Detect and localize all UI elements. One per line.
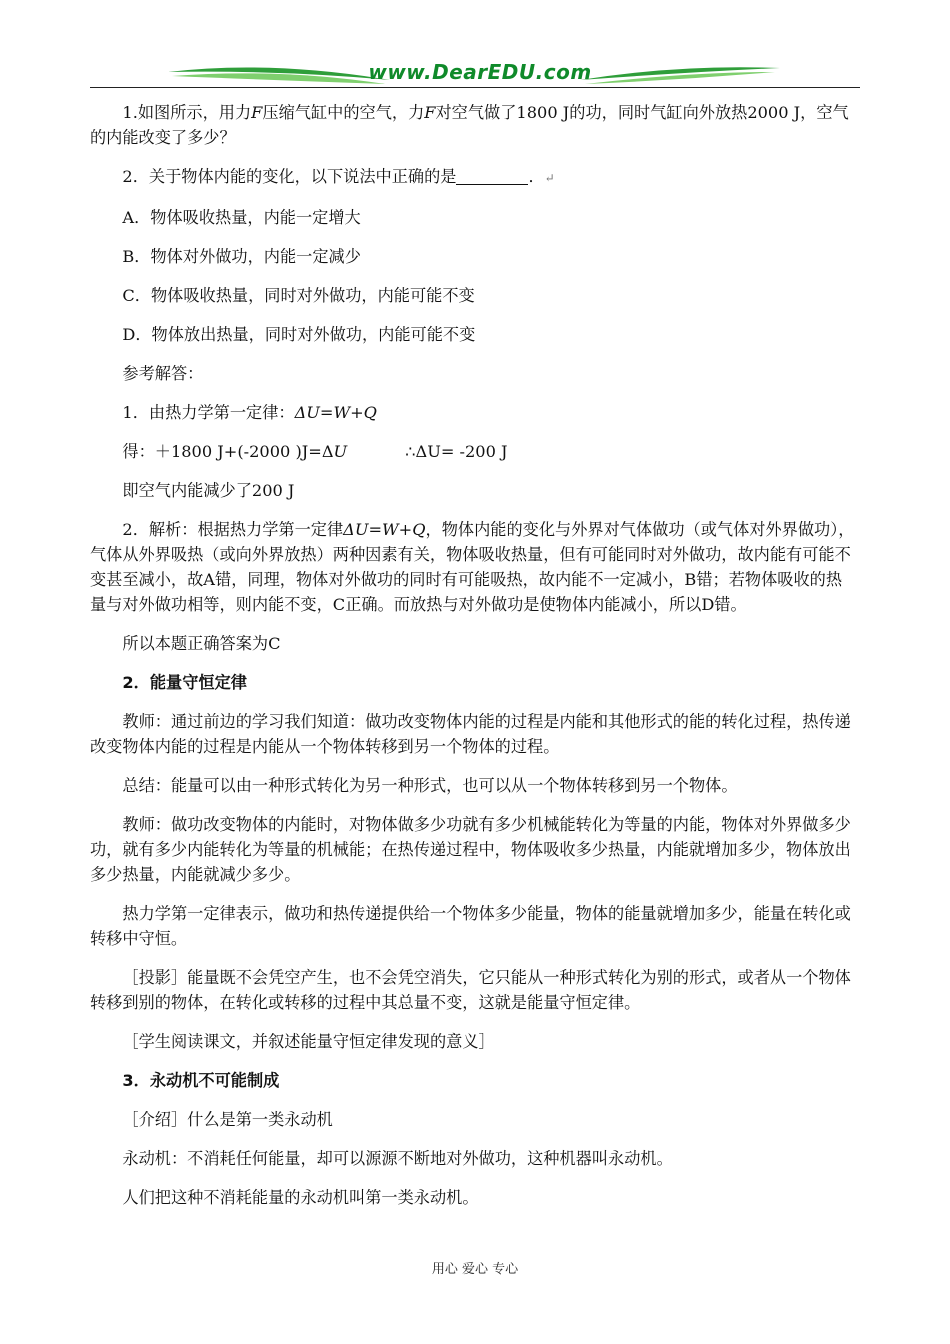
final-answer: 所以本题正确答案为C <box>122 634 281 653</box>
section-2-paragraph-6: ［学生阅读课文，并叙述能量守恒定律发现的意义］ <box>122 1032 495 1051</box>
site-logo[interactable]: www.DearEDU.com <box>368 60 592 84</box>
header-divider <box>90 87 860 88</box>
reference-heading: 参考解答： <box>122 364 204 383</box>
answer-1-line-1: 1．由热力学第一定律：ΔU=W+Q <box>122 403 377 422</box>
option-c: C．物体吸收热量，同时对外做功，内能可能不变 <box>122 286 475 305</box>
section-2-paragraph-4: 热力学第一定律表示，做功和热传递提供给一个物体多少能量，物体的能量就增加多少，能量在转化或转移中守恒。 <box>90 904 851 948</box>
answer-2-analysis: 2．解析：根据热力学第一定律ΔU=W+Q，物体内能的变化与外界对气体做功（或气体对外界做功），气体从外界吸热（或向外界放热）两种因素有关，物体吸收热量，但有可能同时对外做功，故内能有可能不变甚至减小，故A错，同理，物体对外做功的同时有可能吸热，故内能不一定减小，B错；若物体吸收的热量与对外做功相等，则内能不变，C正确。而放热与对外做功是使物体内能减小，所以D错。 <box>90 520 855 614</box>
question-2: 2．关于物体内能的变化，以下说法中正确的是 ．↵ <box>122 167 555 186</box>
section-3-paragraph-2: 永动机：不消耗任何能量，却可以源源不断地对外做功，这种机器叫永动机。 <box>122 1149 673 1168</box>
section-2-paragraph-2: 总结：能量可以由一种形式转化为另一种形式，也可以从一个物体转移到另一个物体。 <box>122 776 738 795</box>
return-mark: ↵ <box>544 171 555 185</box>
answer-blank <box>456 168 528 185</box>
section-2-paragraph-1: 教师：通过前边的学习我们知道：做功改变物体内能的过程是内能和其他形式的能的转化过程，热传递改变物体内能的过程是内能从一个物体转移到另一个物体的过程。 <box>90 712 851 756</box>
page-footer: 用心 爱心 专心 <box>431 1262 519 1277</box>
question-1: 1.如图所示，用力F压缩气缸中的空气，力F对空气做了1800 J的功，同时气缸向外放热2000 J，空气的内能改变了多少？ <box>90 103 849 147</box>
answer-1-line-2: 得：＋1800 J+(-2000 )J=ΔU ∴ΔU= -200 J <box>122 442 508 461</box>
section-3-paragraph-1: ［介绍］什么是第一类永动机 <box>122 1110 333 1129</box>
option-d: D．物体放出热量，同时对外做功，内能可能不变 <box>122 325 476 344</box>
section-3-title: 3．永动机不可能制成 <box>122 1071 280 1090</box>
section-2-paragraph-5: ［投影］能量既不会凭空产生，也不会凭空消失，它只能从一种形式转化为别的形式，或者从一个物体转移到别的物体，在转化或转移的过程中其总量不变，这就是能量守恒定律。 <box>90 968 851 1012</box>
answer-1-line-3: 即空气内能减少了200 J <box>122 481 295 500</box>
option-a: A．物体吸收热量，内能一定增大 <box>122 208 361 227</box>
document-body <box>90 100 858 1210</box>
section-2-paragraph-3: 教师：做功改变物体的内能时，对物体做多少功就有多少机械能转化为等量的内能，物体对外界做多少功，就有多少内能转化为等量的机械能；在热传递过程中，物体吸收多少热量，内能就增加多少，物体放出多少热量，内能就减少多少。 <box>90 815 851 884</box>
section-2-title: 2．能量守恒定律 <box>122 673 247 692</box>
page-header <box>90 58 860 92</box>
section-3-paragraph-3: 人们把这种不消耗能量的永动机叫第一类永动机。 <box>122 1188 479 1207</box>
option-b: B．物体对外做功，内能一定减少 <box>122 247 361 266</box>
